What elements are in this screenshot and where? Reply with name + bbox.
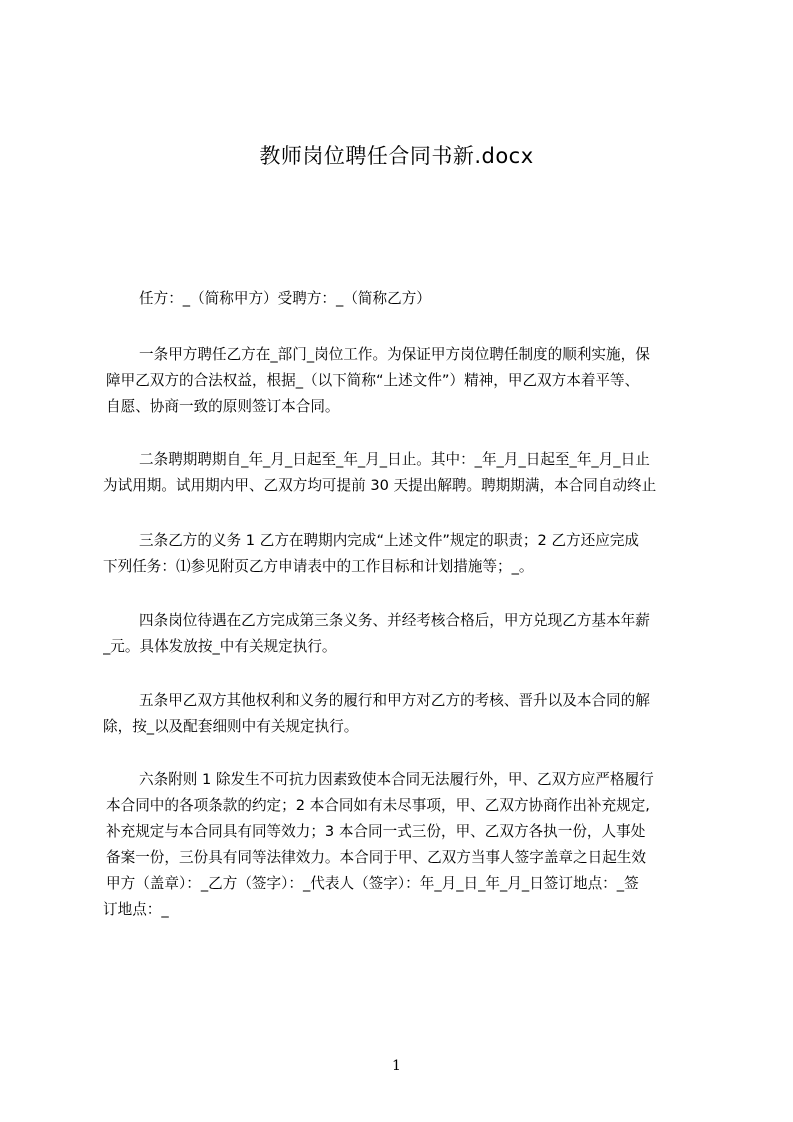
paragraph-article-2 [103,447,699,499]
paragraph-article-3 [103,528,699,580]
page-number: 1 [392,1058,401,1074]
paragraph-line: 五条甲乙双方其他权利和义务的履行和甲方对乙方的考核、晋升以及本合同的解 [139,692,650,709]
paragraph-line: 任方：_（简称甲方）受聘方：_（简称乙方） [139,290,431,307]
paragraph-article-1 [103,342,699,420]
paragraph-line: 下列任务：⑴参见附页乙方申请表中的工作目标和计划措施等；_。 [103,558,534,575]
paragraph-line: 除，按_以及配套细则中有关规定执行。 [103,718,359,735]
document-title: 教师岗位聘任合同书新.docx [259,144,534,168]
paragraph-line: 一条甲方聘任乙方在_部门_岗位工作。为保证甲方岗位聘任制度的顺利实施，保 [139,346,650,363]
paragraph-article-5 [103,688,699,740]
paragraph-line: 本合同中的各项条款的约定；2 本合同如有未尽事项，甲、乙双方协商作出补充规定, [106,797,650,814]
paragraph-line: 备案一份，三份具有同等法律效力。本合同于甲、乙双方当事人签字盖章之日起生效 [106,849,646,866]
paragraph-line: _元。具体发放按_中有关规定执行。 [103,638,337,655]
paragraph-article-4 [103,608,699,660]
paragraph-line: 自愿、协商一致的原则签订本合同。 [106,398,340,415]
paragraph-line: 甲方（盖章）：_乙方（签字）：_代表人（签字）：年_月_日_年_月_日签订地点：_签 [106,875,639,892]
paragraph-line: 订地点：_ [103,901,169,918]
paragraph-parties [103,286,699,312]
paragraph-line: 补充规定与本合同具有同等效力；3 本合同一式三份，甲、乙双方各执一份，人事处 [106,823,646,840]
paragraph-line: 六条附则 1 除发生不可抗力因素致使本合同无法履行外，甲、乙双方应严格履行 [139,771,654,788]
paragraph-line: 三条乙方的义务 1 乙方在聘期内完成“上述文件”规定的职责；2 乙方还应完成 [139,532,640,549]
paragraph-article-6 [103,767,699,923]
paragraph-line: 二条聘期聘期自_年_月_日起至_年_月_日止。其中：_年_月_日起至_年_月_日止 [139,451,650,468]
paragraph-line: 四条岗位待遇在乙方完成第三条义务、并经考核合格后，甲方兑现乙方基本年薪 [139,612,650,629]
paragraph-line: 为试用期。试用期内甲、乙双方均可提前 30 天提出解聘。聘期期满，本合同自动终止 [103,477,657,494]
paragraph-line: 障甲乙双方的合法权益，根据_（以下简称“上述文件”）精神，甲乙双方本着平等、 [106,372,640,389]
